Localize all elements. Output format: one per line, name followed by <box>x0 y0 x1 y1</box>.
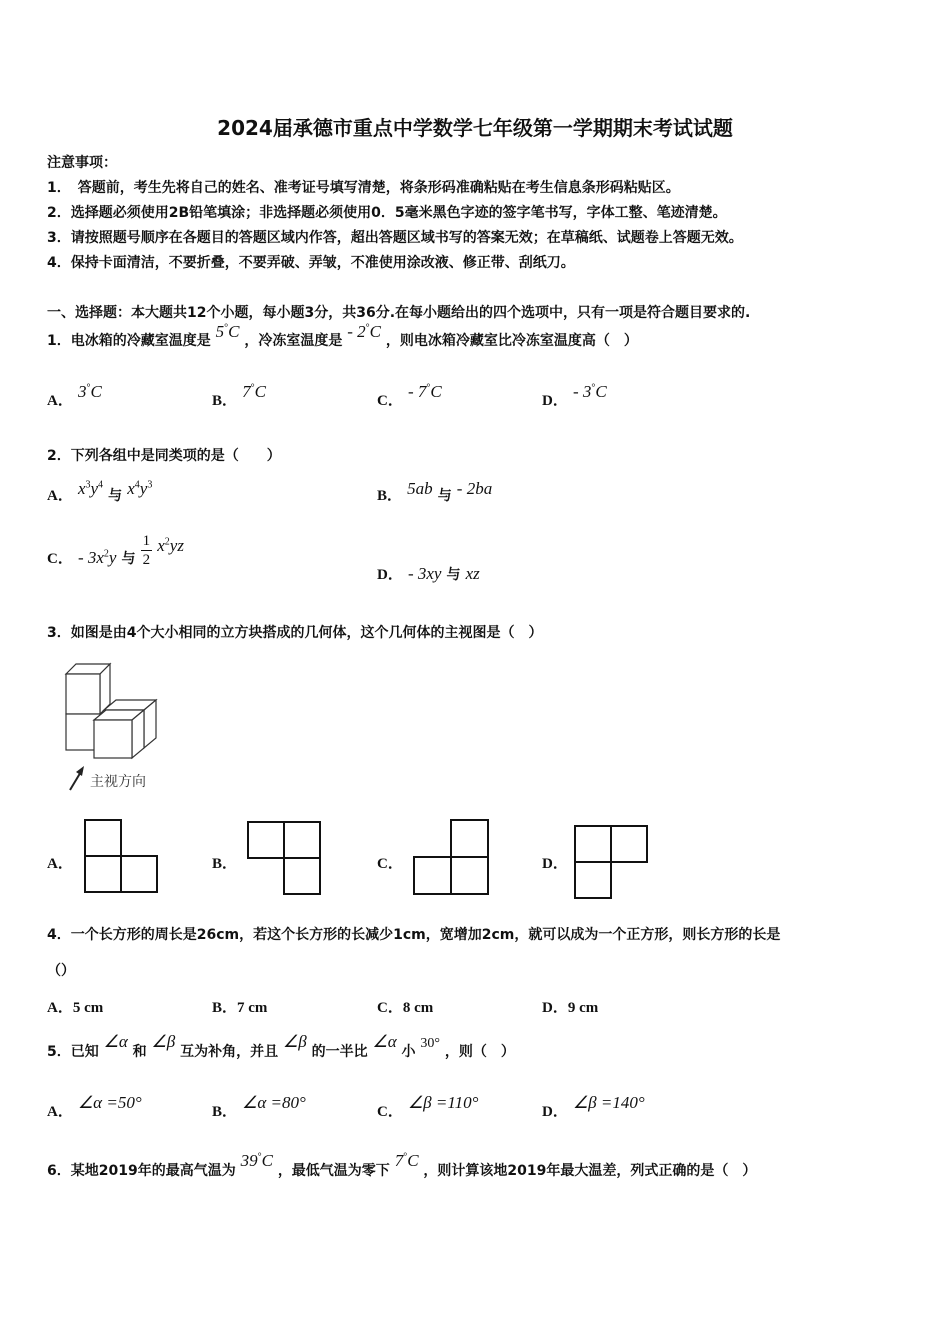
q5-option-a[interactable]: A． ∠α =50° <box>47 1093 142 1120</box>
q3-option-b-label[interactable]: B． <box>212 856 238 872</box>
section-heading: 一、选择题：本大题共12个小题，每小题3分，共36分.在每小题给出的四个选项中，只有一项是符合题目要求的. <box>47 305 751 321</box>
q5-option-b[interactable]: B． ∠α =80° <box>212 1093 306 1120</box>
q1-option-b[interactable]: B． 7°C <box>212 382 266 409</box>
q4-option-d[interactable]: D．9 cm <box>542 1000 599 1016</box>
q1-option-a[interactable]: A． 3°C <box>47 382 102 409</box>
q5-option-d[interactable]: D． ∠β =140° <box>542 1093 645 1120</box>
question-3-stem: 3．如图是由4个大小相同的立方块搭成的几何体，这个几何体的主视图是（ ） <box>47 625 543 641</box>
notice-item-3: 3．请按照题号顺序在各题目的答题区域内作答，超出答题区域书写的答案无效；在草稿纸、试题卷上答题无效。 <box>47 230 743 246</box>
notice-item-1: 1． 答题前，考生先将自己的姓名、准考证号填写清楚，将条形码准确粘贴在考生信息条形码粘贴区。 <box>47 180 680 196</box>
question-6-stem: 6．某地2019年的最高气温为 39°C ，最低气温为零下 7°C ，则计算该地2019年最大温差，列式正确的是（ ） <box>47 1151 757 1179</box>
q1-temp-fridge: 5°C <box>215 322 240 341</box>
notice-item-2: 2．选择题必须使用2B铅笔填涂；非选择题必须使用0．5毫米黑色字迹的签字笔书写，字体工整、笔迹清楚。 <box>47 205 727 221</box>
view-direction-label: 主视方向 <box>90 774 146 790</box>
arrow-head-icon <box>76 766 84 776</box>
q3-option-c-figure[interactable] <box>411 818 491 898</box>
question-4-stem: 4．一个长方形的周长是26cm，若这个长方形的长减少1cm，宽增加2cm，就可以成为一个正方形，则长方形的长是 <box>47 927 781 943</box>
question-4-stem-end: （） <box>47 963 75 979</box>
q3-option-d-label[interactable]: D． <box>542 856 568 872</box>
q5-option-c[interactable]: C． ∠β =110° <box>377 1093 479 1120</box>
question-1-stem <box>47 322 638 350</box>
q3-option-b-figure[interactable] <box>246 820 324 898</box>
notice-heading: 注意事项： <box>47 155 117 171</box>
page-title: 2024届承德市重点中学数学七年级第一学期期末考试试题 <box>217 116 733 140</box>
q1-text-3: ，则电冰箱冷藏室比冷冻室温度高（ ） <box>385 333 638 349</box>
q1-text-2: ，冷冻室温度是 <box>244 333 343 349</box>
question-5-stem: 5．已知 ∠α 和 ∠β 互为补角，并且 ∠β 的一半比 ∠α 小 30° ，则（ ） <box>47 1032 515 1060</box>
cube-stack-figure <box>60 658 170 793</box>
q1-option-d[interactable]: D． - 3°C <box>542 382 607 409</box>
question-2-stem: 2．下列各组中是同类项的是（ ） <box>47 448 281 464</box>
q2-option-c[interactable]: C． - $3x^2y$ 与 $\frac{1}{2} x^2yz$ <box>47 533 184 568</box>
q2-option-a[interactable]: A． $x^3y^4$ 与 $x^4y^3$ <box>47 479 153 504</box>
q2-option-b[interactable]: B． 5ab 与 - 2ba <box>377 479 493 504</box>
cube-front-face <box>94 720 132 758</box>
q2-option-d[interactable]: D． - 3xy 与 xz <box>377 564 480 583</box>
q3-option-d-figure[interactable] <box>573 824 651 900</box>
q4-option-c[interactable]: C．8 cm <box>377 1000 434 1016</box>
notice-item-4: 4．保持卡面清洁，不要折叠，不要弄破、弄皱，不准使用涂改液、修正带、刮纸刀。 <box>47 255 575 271</box>
q1-text-1: 1．电冰箱的冷藏室温度是 <box>47 333 211 349</box>
q3-option-c-label[interactable]: C． <box>377 856 403 872</box>
q3-option-a-label[interactable]: A． <box>47 856 73 872</box>
q4-option-a[interactable]: A．5 cm <box>47 1000 104 1016</box>
q1-temp-freezer: - 2°C <box>347 322 381 341</box>
q4-option-b[interactable]: B．7 cm <box>212 1000 268 1016</box>
q3-option-a-figure[interactable] <box>82 818 160 896</box>
q1-option-c[interactable]: C． - 7°C <box>377 382 442 409</box>
cube-front-face <box>66 674 100 714</box>
